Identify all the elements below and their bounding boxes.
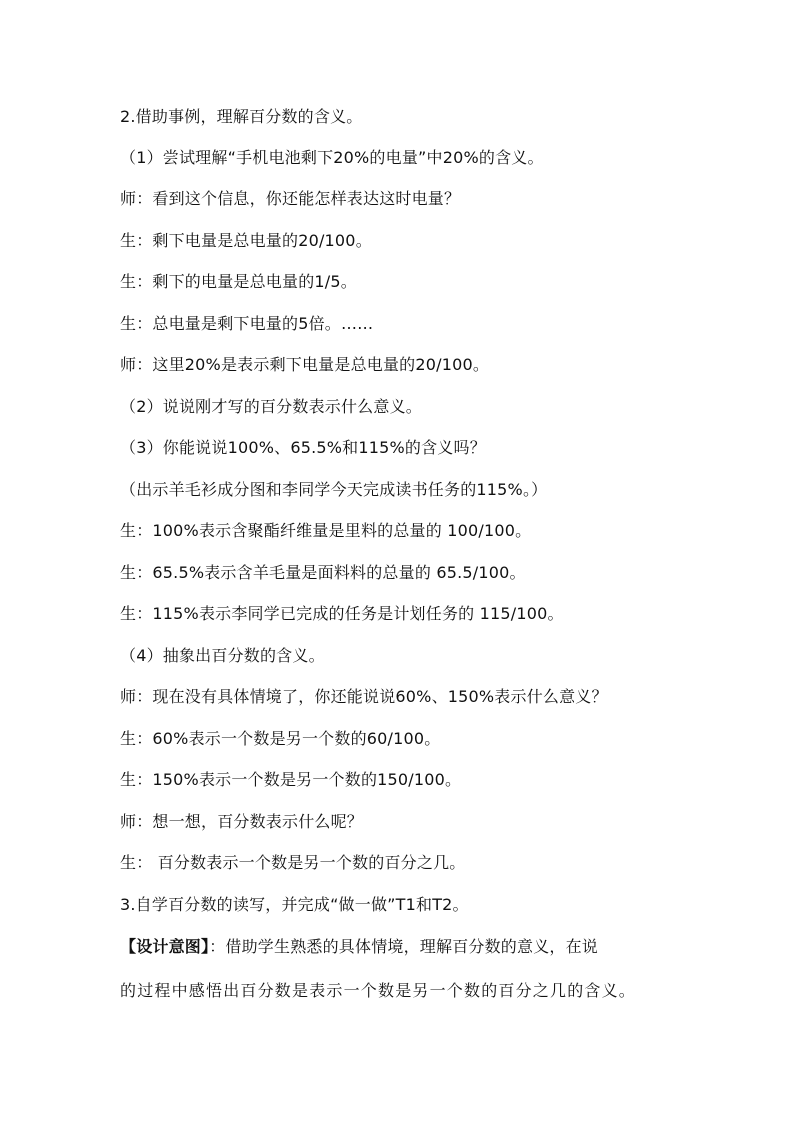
section-heading-3: 3.自学百分数的读写，并完成“做一做”T1和T2。 <box>120 895 469 914</box>
dialogue-line: 生：剩下电量是总电量的20/100。 <box>120 231 372 250</box>
dialogue-line: 生：115%表示李同学已完成的任务是计划任务的 115/100。 <box>120 604 564 623</box>
dialogue-line: 生：总电量是剩下电量的5倍。…… <box>120 314 374 333</box>
design-intent-line-2: 的过程中感悟出百分数是表示一个数是另一个数的百分之几的含义。 <box>120 981 637 1000</box>
instruction-note: （出示羊毛衫成分图和李同学今天完成读书任务的115%。） <box>120 480 548 499</box>
subsection-3: （3）你能说说100%、65.5%和115%的含义吗？ <box>120 438 486 457</box>
subsection-4: （4）抽象出百分数的含义。 <box>120 646 325 665</box>
dialogue-line: 师：现在没有具体情境了，你还能说说60%、150%表示什么意义？ <box>120 687 608 706</box>
subsection-2: （2）说说刚才写的百分数表示什么意义。 <box>120 397 422 416</box>
dialogue-line: 师：看到这个信息，你还能怎样表达这时电量？ <box>120 189 461 208</box>
subsection-1: （1）尝试理解“手机电池剩下20%的电量”中20%的含义。 <box>120 148 544 167</box>
dialogue-line: 师：想一想，百分数表示什么呢？ <box>120 812 364 831</box>
dialogue-line: 生：100%表示含聚酯纤维量是里料的总量的 100/100。 <box>120 521 532 540</box>
dialogue-line: 生：60%表示一个数是另一个数的60/100。 <box>120 729 441 748</box>
dialogue-line: 师：这里20%是表示剩下电量是总电量的20/100。 <box>120 355 490 374</box>
section-heading-2: 2.借助事例，理解百分数的含义。 <box>120 107 363 126</box>
dialogue-line: 生：65.5%表示含羊毛量是面料料的总量的 65.5/100。 <box>120 563 526 582</box>
design-intent-text: ：借助学生熟悉的具体情境，理解百分数的意义，在说 <box>209 937 599 956</box>
design-intent-label: 【设计意图】 <box>120 937 210 956</box>
dialogue-line: 生： 百分数表示一个数是另一个数的百分之几。 <box>120 853 466 872</box>
dialogue-line: 生：150%表示一个数是另一个数的150/100。 <box>120 770 462 789</box>
dialogue-line: 生：剩下的电量是总电量的1/5。 <box>120 272 357 291</box>
design-intent-line-1 <box>120 936 598 958</box>
